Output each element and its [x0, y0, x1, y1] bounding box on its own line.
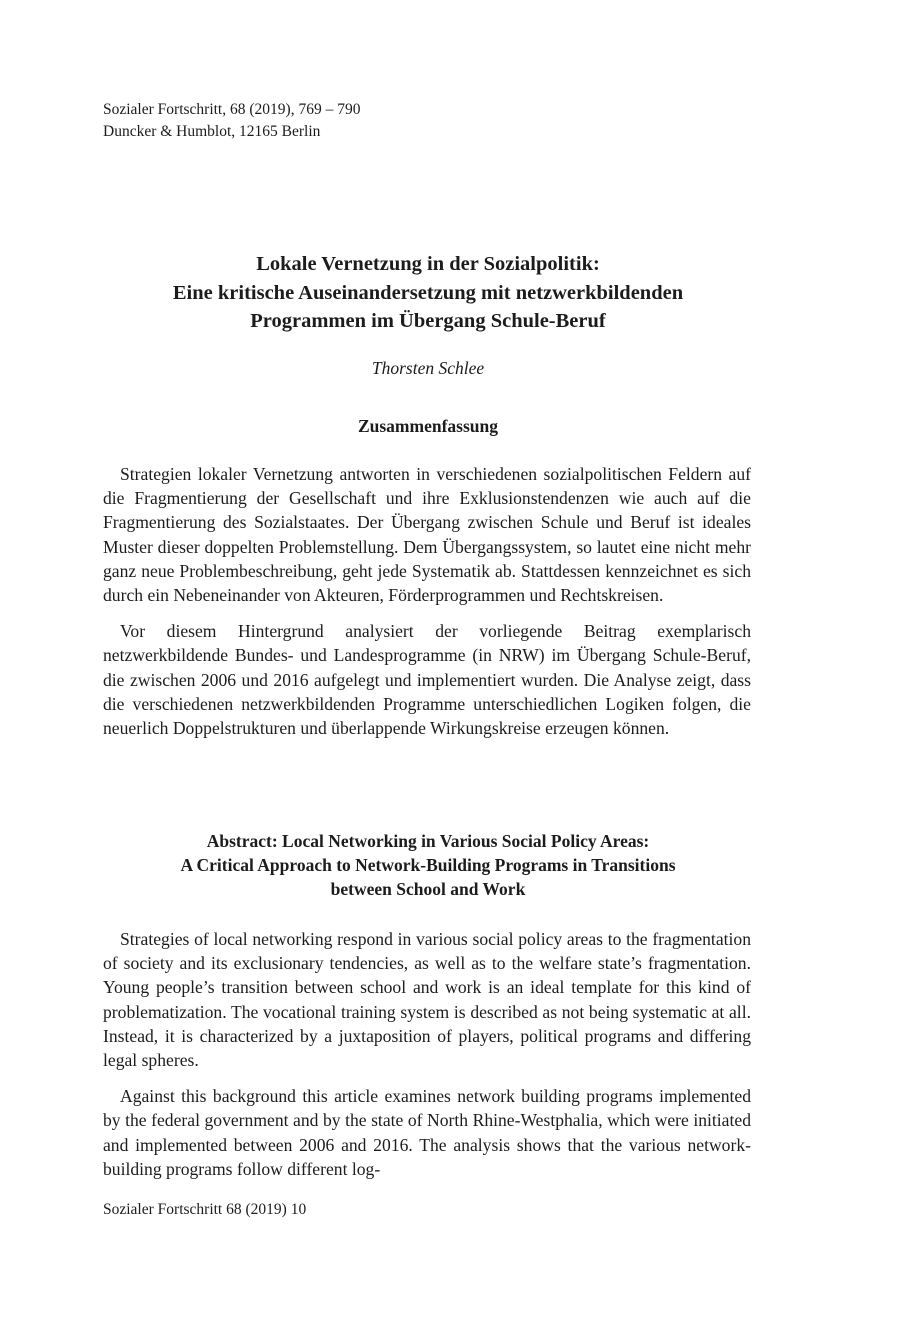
citation-line: Sozialer Fortschritt, 68 (2019), 769 – 790 — [103, 101, 361, 118]
abstract-paragraph-1: Strategies of local networking respond in various social policy areas to the fragmentation of society and its exclusionary tendencies, as well as to the welfare state’s fragmentation. Young people’s transition between school and work is an ideal template for this kind of problematization. The vocational training system is described as not being systematic at all. Instead, it is characterized by a juxtaposition of players, political programs and differing legal spheres. — [103, 929, 751, 1071]
title-line-2: Eine kritische Auseinandersetzung mit netzwerkbildenden — [172, 281, 684, 304]
abstract-heading-line-2: A Critical Approach to Network-Building Programs in Transitions — [180, 855, 676, 875]
zusammenfassung-body — [103, 462, 751, 752]
zusammenfassung-heading: Zusammenfassung — [357, 416, 499, 436]
abstract-heading — [103, 829, 753, 901]
abstract-paragraph-2: Against this background this article examines network building programs implemented by the federal government and by the state of North Rhine-Westphalia, which were initiated and implemented between 2006 and 2016. The analysis shows that the various network-building programs follow different log- — [103, 1086, 751, 1179]
publisher-line: Duncker & Humblot, 12165 Berlin — [103, 123, 321, 140]
zusammenfassung-paragraph-1: Strategien lokaler Vernetzung antworten in verschiedenen sozialpolitischen Feldern auf die Fragmentierung der Gesellschaft und ihre Exklusionstendenzen wie auch auf die Fragmentierung des Sozialstaates. Der Übergang zwischen Schule und Beruf ist ideales Muster dieser doppelten Problemstellung. Dem Übergangssystem, so lautet eine nicht mehr ganz neue Problembeschreibung, geht jede Systematik ab. Stattdessen kennzeichnet es sich durch ein Nebeneinander von Akteuren, Förderprogrammen und Rechtskreisen. — [103, 464, 751, 606]
title-line-1: Lokale Vernetzung in der Sozialpolitik: — [256, 253, 600, 275]
abstract-body — [103, 927, 751, 1193]
abstract-heading-line-3: between School and Work — [330, 879, 526, 899]
abstract-heading-line-1: Abstract: Local Networking in Various Social Policy Areas: — [206, 831, 650, 851]
journal-header — [103, 99, 360, 143]
title-line-3: Programmen im Übergang Schule-Beruf — [250, 310, 606, 332]
author-name: Thorsten Schlee — [371, 358, 485, 378]
zusammenfassung-paragraph-2: Vor diesem Hintergrund analysiert der vorliegende Beitrag exemplarisch netzwerkbildende Bundes- und Landesprogramme (in NRW) im Übergang Schule-Beruf, die zwischen 2006 und 2016 aufgelegt und implementiert wurden. Die Analyse zeigt, dass die verschiedenen netzwerkbildenden Programme unterschiedlichen Logiken folgen, die neuerlich Doppelstrukturen und überlappende Wirkungskreise erzeugen können. — [103, 621, 751, 739]
page-footer: Sozialer Fortschritt 68 (2019) 10 — [103, 1201, 307, 1218]
article-title — [103, 250, 753, 336]
